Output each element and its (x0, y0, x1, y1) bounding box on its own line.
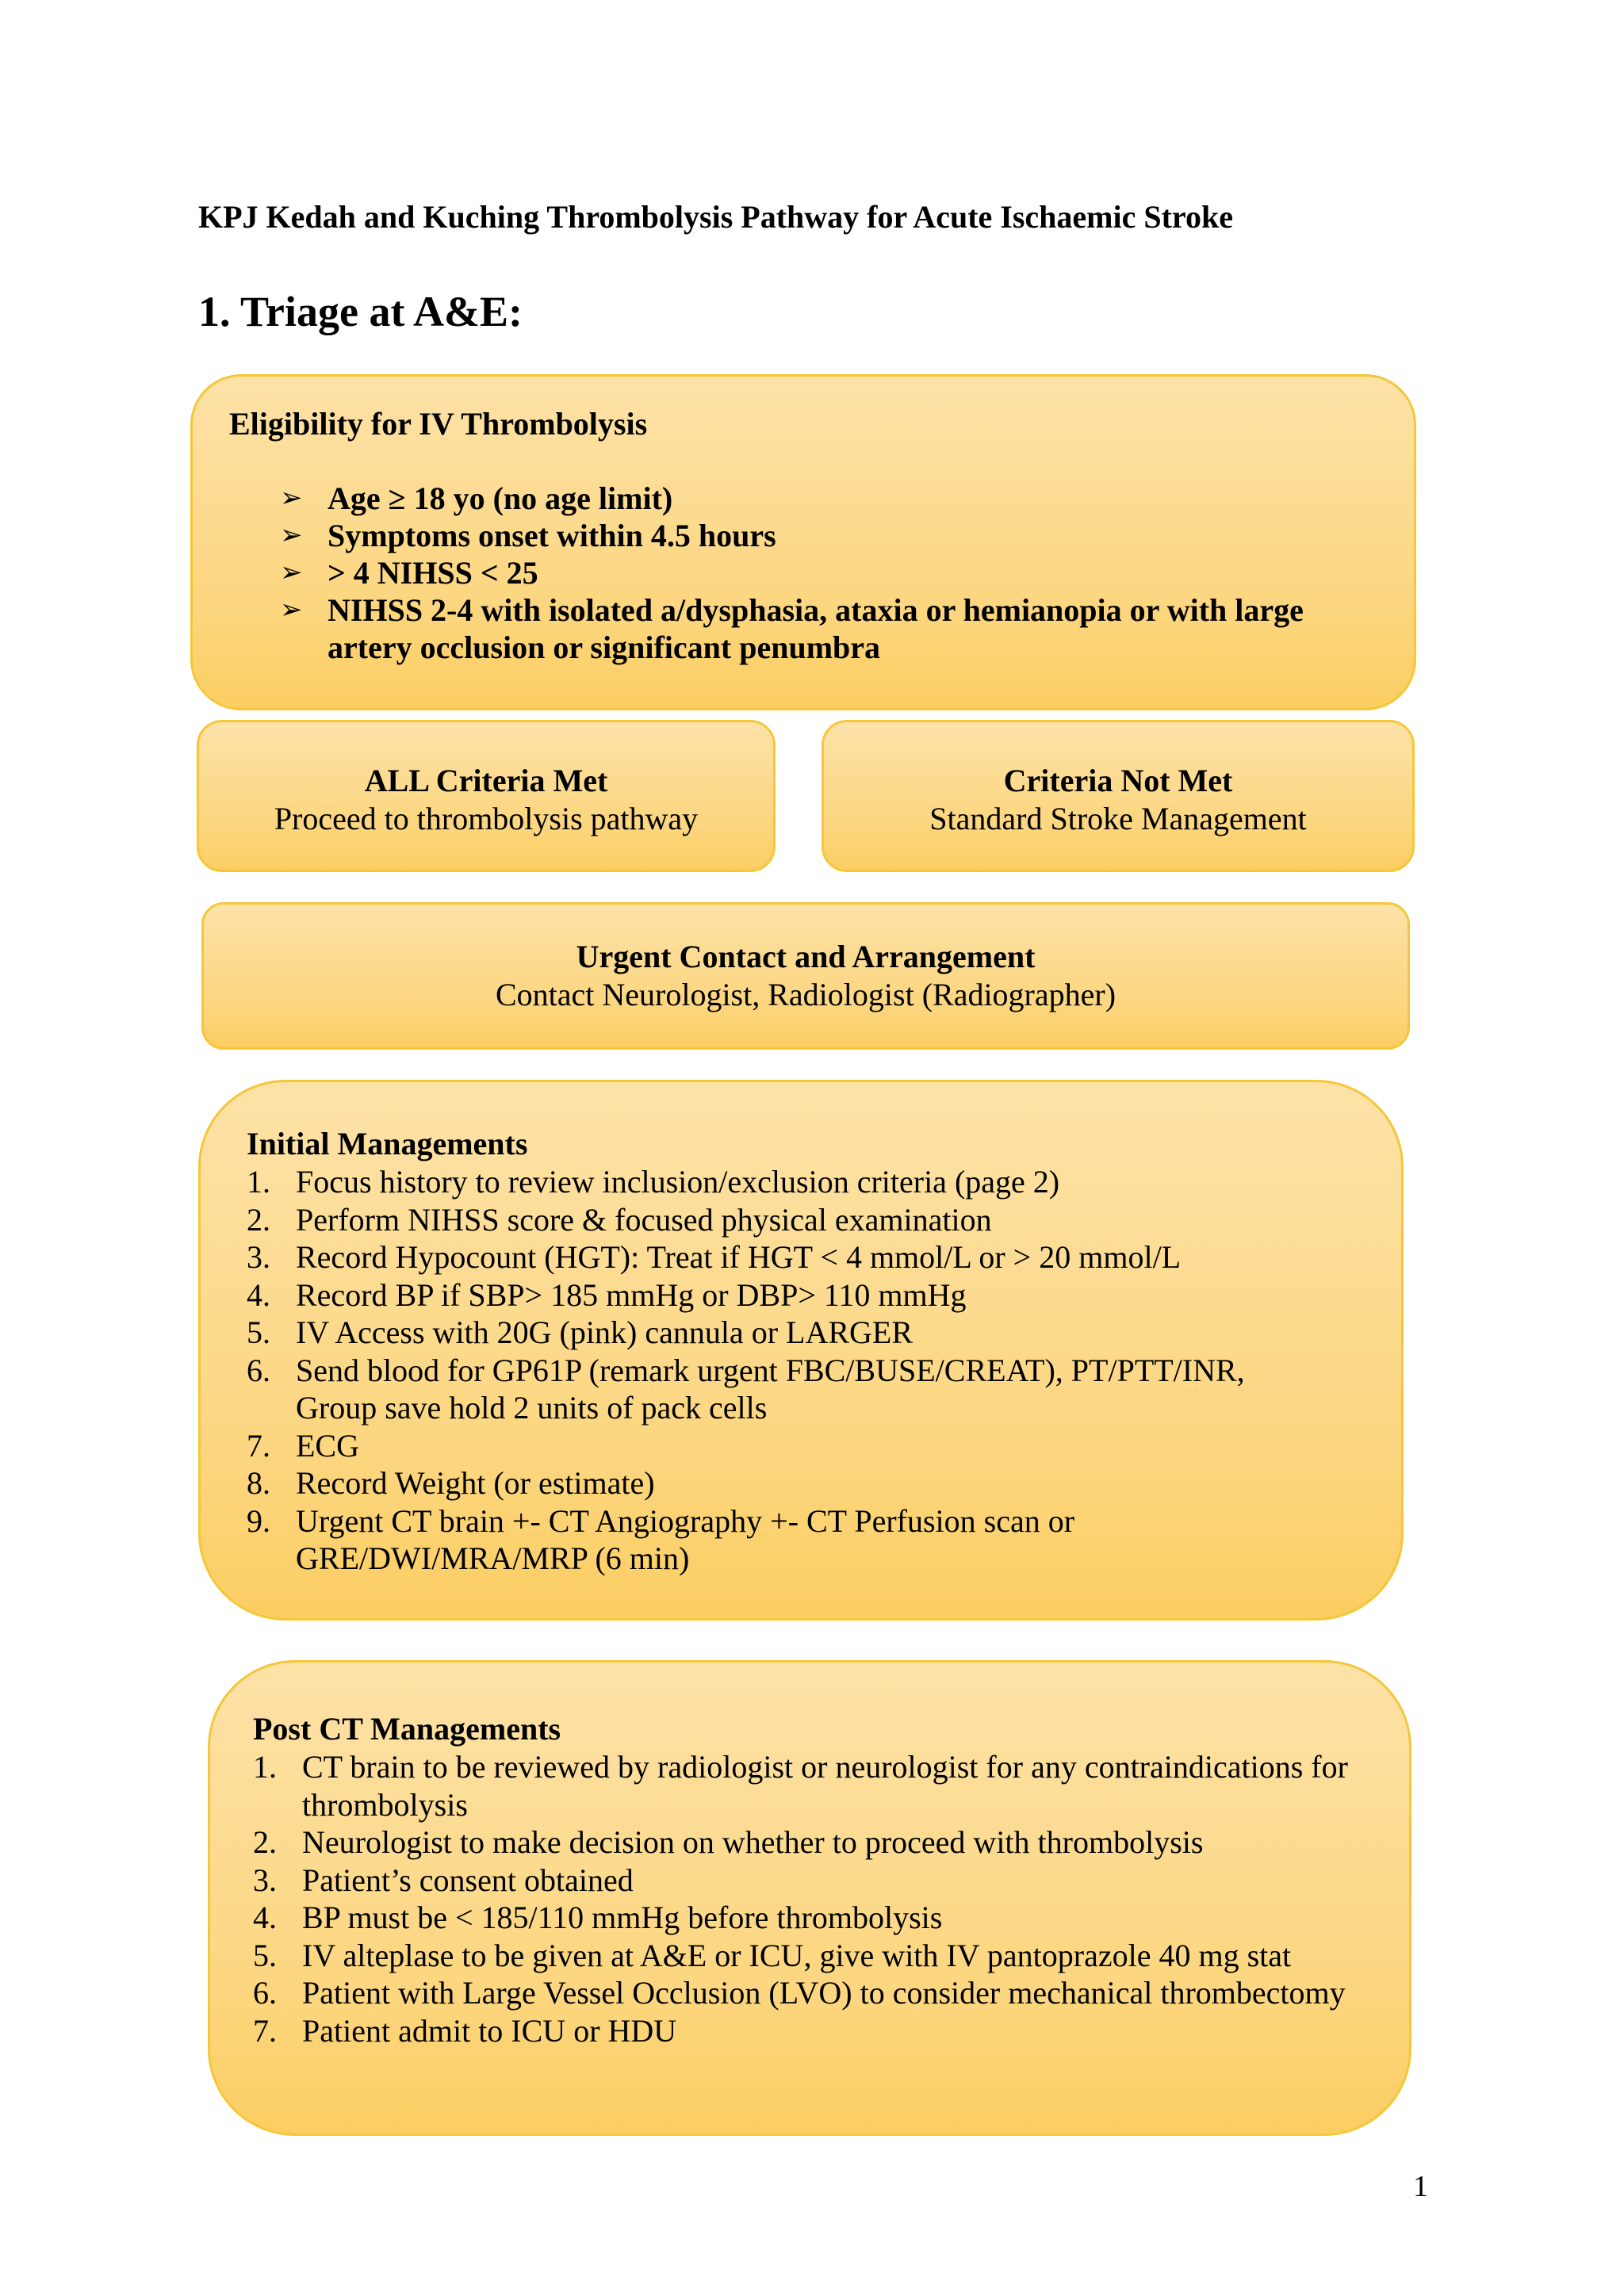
criteria-item (280, 554, 1382, 591)
criteria-met-box (197, 720, 776, 872)
item-number: 7. (247, 1427, 270, 1464)
list-item (247, 1427, 1309, 1465)
arrowhead-bullet-icon: ➢ (280, 594, 303, 626)
item-number: 4. (247, 1276, 270, 1313)
arrowhead-bullet-icon: ➢ (280, 482, 303, 514)
item-number: 5. (247, 1314, 270, 1350)
item-text: IV alteplase to be given at A&E or ICU, give with IV pantoprazole 40 mg stat (302, 1937, 1292, 1973)
item-text: IV Access with 20G (pink) cannula or LARGER (296, 1314, 914, 1350)
item-number: 2. (247, 1201, 270, 1238)
initial-managements-list (247, 1163, 1309, 1578)
criteria-met-text: Proceed to thrombolysis pathway (274, 801, 699, 836)
item-text: CT brain to be reviewed by radiologist or neurologist for any contraindications for thrombolysis (302, 1749, 1348, 1823)
list-item (253, 1974, 1363, 2012)
item-text: BP must be < 185/110 mmHg before thrombolysis (302, 1900, 943, 1935)
criteria-met-content (199, 762, 773, 838)
eligibility-criteria-list (280, 480, 1382, 666)
item-number: 4. (253, 1900, 277, 1935)
item-text: Neurologist to make decision on whether to proceed with thrombolysis (302, 1824, 1204, 1860)
list-item (247, 1276, 1309, 1314)
list-item (247, 1464, 1309, 1502)
item-text: Focus history to review inclusion/exclusion criteria (page 2) (296, 1164, 1060, 1200)
criteria-text: Symptoms onset within 4.5 hours (327, 518, 776, 553)
list-item (253, 1823, 1363, 1862)
item-number: 7. (253, 2012, 277, 2049)
item-number: 1. (247, 1164, 270, 1200)
criteria-text: Age ≥ 18 yo (no age limit) (327, 480, 673, 516)
list-item (247, 1314, 1309, 1352)
item-text: Record BP if SBP> 185 mmHg or DBP> 110 mmHg (296, 1276, 967, 1313)
item-number: 6. (247, 1352, 270, 1388)
criteria-text: > 4 NIHSS < 25 (327, 555, 538, 591)
item-text: Patient’s consent obtained (302, 1862, 634, 1898)
item-number: 8. (247, 1465, 270, 1501)
criteria-item (280, 591, 1382, 666)
eligibility-heading: Eligibility for IV Thrombolysis (229, 406, 648, 442)
list-item (253, 1748, 1363, 1823)
list-item (253, 1937, 1363, 1975)
list-item (253, 2012, 1363, 2050)
document-title: KPJ Kedah and Kuching Thrombolysis Pathway for Acute Ischaemic Stroke (198, 199, 1233, 235)
urgent-contact-box (201, 902, 1410, 1050)
list-item (253, 1862, 1363, 1900)
list-item (247, 1201, 1309, 1239)
initial-managements-box (198, 1080, 1404, 1621)
arrowhead-bullet-icon: ➢ (280, 519, 303, 551)
criteria-item (280, 480, 1382, 517)
criteria-item (280, 517, 1382, 554)
criteria-not-met-text: Standard Stroke Management (929, 801, 1307, 836)
item-text: ECG (296, 1427, 359, 1464)
item-text: Perform NIHSS score & focused physical examination (296, 1201, 992, 1238)
item-text: Patient with Large Vessel Occlusion (LVO) to consider mechanical thrombectomy (302, 1975, 1346, 2011)
item-number: 3. (247, 1239, 270, 1275)
list-item (247, 1502, 1309, 1578)
arrowhead-bullet-icon: ➢ (280, 557, 303, 588)
item-text: Record Weight (or estimate) (296, 1465, 655, 1501)
list-item (247, 1163, 1309, 1201)
list-item (253, 1899, 1363, 1937)
item-number: 9. (247, 1502, 270, 1539)
post-ct-managements-box (208, 1660, 1411, 2136)
urgent-contact-text: Contact Neurologist, Radiologist (Radiographer) (495, 977, 1116, 1012)
page-number: 1 (1413, 2170, 1428, 2203)
eligibility-box (190, 374, 1416, 710)
criteria-not-met-heading: Criteria Not Met (1003, 763, 1233, 798)
item-number: 1. (253, 1749, 277, 1785)
item-number: 5. (253, 1937, 277, 1973)
urgent-contact-heading: Urgent Contact and Arrangement (576, 939, 1036, 974)
section-heading: 1. Triage at A&E: (198, 288, 523, 335)
list-item (247, 1352, 1309, 1427)
item-text: Patient admit to ICU or HDU (302, 2012, 677, 2049)
criteria-met-heading: ALL Criteria Met (364, 763, 608, 798)
item-number: 3. (253, 1862, 277, 1898)
item-text: Record Hypocount (HGT): Treat if HGT < 4 mmol/L or > 20 mmol/L (296, 1239, 1182, 1275)
initial-managements-heading: Initial Managements (247, 1126, 528, 1161)
post-ct-managements-list (253, 1748, 1363, 2049)
criteria-text: NIHSS 2-4 with isolated a/dysphasia, ataxia or hemianopia or with large artery occlusion or significant penumbra (327, 592, 1304, 665)
criteria-not-met-box (822, 720, 1415, 872)
list-item (247, 1238, 1309, 1276)
item-text: Send blood for GP61P (remark urgent FBC/BUSE/CREAT), PT/PTT/INR, Group save hold 2 units of pack cells (296, 1352, 1245, 1425)
criteria-not-met-content (824, 762, 1412, 838)
item-number: 6. (253, 1975, 277, 2011)
item-text: Urgent CT brain +- CT Angiography +- CT Perfusion scan or GRE/DWI/MRA/MRP (6 min) (296, 1502, 1075, 1576)
post-ct-managements-heading: Post CT Managements (253, 1711, 561, 1747)
urgent-contact-content (204, 938, 1408, 1014)
item-number: 2. (253, 1824, 277, 1860)
